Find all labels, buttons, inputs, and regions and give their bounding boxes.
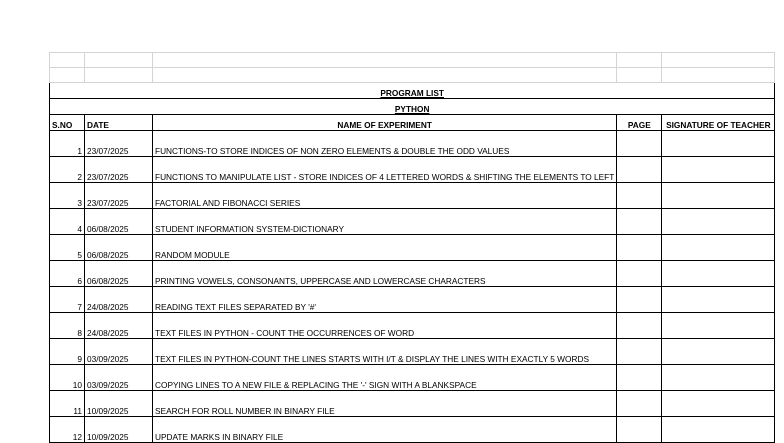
table-row	[50, 209, 775, 235]
header-signature[interactable]: SIGNATURE OF TEACHER	[662, 115, 775, 131]
date-cell[interactable]: 24/08/2025	[85, 313, 153, 339]
page-cell[interactable]	[617, 391, 662, 417]
experiment-cell[interactable]: TEXT FILES IN PYTHON-COUNT THE LINES STARTS WITH I/T & DISPLAY THE LINES WITH EXACTLY 5 WORDS	[153, 339, 617, 365]
sno-cell[interactable]: 2	[50, 157, 85, 183]
experiment-cell[interactable]: TEXT FILES IN PYTHON - COUNT THE OCCURRENCES OF WORD	[153, 313, 617, 339]
empty-grid-row	[50, 53, 775, 68]
signature-cell[interactable]	[662, 417, 775, 443]
sno-cell[interactable]: 9	[50, 339, 85, 365]
cell[interactable]	[85, 53, 153, 68]
date-cell[interactable]: 23/07/2025	[85, 131, 153, 157]
table-row	[50, 235, 775, 261]
sno-cell[interactable]: 12	[50, 417, 85, 443]
date-cell[interactable]: 03/09/2025	[85, 365, 153, 391]
sno-cell[interactable]: 1	[50, 131, 85, 157]
sno-cell[interactable]: 10	[50, 365, 85, 391]
table-row	[50, 391, 775, 417]
page-cell[interactable]	[617, 313, 662, 339]
signature-cell[interactable]	[662, 235, 775, 261]
sheet-title[interactable]: PROGRAM LIST	[50, 83, 775, 99]
cell[interactable]	[85, 68, 153, 83]
header-sno[interactable]: S.NO	[50, 115, 85, 131]
sno-cell[interactable]: 5	[50, 235, 85, 261]
signature-cell[interactable]	[662, 209, 775, 235]
cell[interactable]	[50, 68, 85, 83]
date-cell[interactable]: 23/07/2025	[85, 183, 153, 209]
signature-cell[interactable]	[662, 287, 775, 313]
page-cell[interactable]	[617, 131, 662, 157]
signature-cell[interactable]	[662, 313, 775, 339]
header-date[interactable]: DATE	[85, 115, 153, 131]
sno-cell[interactable]: 8	[50, 313, 85, 339]
page-cell[interactable]	[617, 365, 662, 391]
header-row	[50, 115, 775, 131]
sheet-subtitle[interactable]: PYTHON	[50, 99, 775, 115]
experiment-cell[interactable]: FUNCTIONS-TO STORE INDICES OF NON ZERO ELEMENTS & DOUBLE THE ODD VALUES	[153, 131, 617, 157]
experiment-cell[interactable]: SEARCH FOR ROLL NUMBER IN BINARY FILE	[153, 391, 617, 417]
header-page[interactable]: PAGE	[617, 115, 662, 131]
signature-cell[interactable]	[662, 131, 775, 157]
cell[interactable]	[617, 53, 662, 68]
date-cell[interactable]: 03/09/2025	[85, 339, 153, 365]
table-row	[50, 417, 775, 443]
table-row	[50, 313, 775, 339]
table-row	[50, 365, 775, 391]
program-list-table	[49, 52, 775, 443]
signature-cell[interactable]	[662, 365, 775, 391]
date-cell[interactable]: 24/08/2025	[85, 287, 153, 313]
page-cell[interactable]	[617, 183, 662, 209]
experiment-cell[interactable]: COPYING LINES TO A NEW FILE & REPLACING THE '-' SIGN WITH A BLANKSPACE	[153, 365, 617, 391]
cell[interactable]	[617, 68, 662, 83]
sno-cell[interactable]: 7	[50, 287, 85, 313]
page-cell[interactable]	[617, 417, 662, 443]
page-cell[interactable]	[617, 209, 662, 235]
date-cell[interactable]: 10/09/2025	[85, 417, 153, 443]
table-row	[50, 131, 775, 157]
experiment-cell[interactable]: PRINTING VOWELS, CONSONANTS, UPPERCASE AND LOWERCASE CHARACTERS	[153, 261, 617, 287]
page-cell[interactable]	[617, 261, 662, 287]
cell[interactable]	[153, 68, 617, 83]
date-cell[interactable]: 06/08/2025	[85, 209, 153, 235]
sno-cell[interactable]: 3	[50, 183, 85, 209]
table-row	[50, 183, 775, 209]
signature-cell[interactable]	[662, 157, 775, 183]
title-row	[50, 83, 775, 99]
experiment-cell[interactable]: UPDATE MARKS IN BINARY FILE	[153, 417, 617, 443]
table-row	[50, 157, 775, 183]
experiment-cell[interactable]: STUDENT INFORMATION SYSTEM-DICTIONARY	[153, 209, 617, 235]
page-cell[interactable]	[617, 235, 662, 261]
page-cell[interactable]	[617, 157, 662, 183]
page-cell[interactable]	[617, 339, 662, 365]
date-cell[interactable]: 23/07/2025	[85, 157, 153, 183]
signature-cell[interactable]	[662, 183, 775, 209]
signature-cell[interactable]	[662, 391, 775, 417]
cell[interactable]	[153, 53, 617, 68]
experiment-cell[interactable]: FUNCTIONS TO MANIPULATE LIST - STORE INDICES OF 4 LETTERED WORDS & SHIFTING THE ELEMENTS TO LEFT	[153, 157, 617, 183]
date-cell[interactable]: 06/08/2025	[85, 235, 153, 261]
signature-cell[interactable]	[662, 339, 775, 365]
signature-cell[interactable]	[662, 261, 775, 287]
date-cell[interactable]: 06/08/2025	[85, 261, 153, 287]
header-experiment[interactable]: NAME OF EXPERIMENT	[153, 115, 617, 131]
cell[interactable]	[50, 53, 85, 68]
cell[interactable]	[662, 53, 775, 68]
subtitle-row	[50, 99, 775, 115]
sno-cell[interactable]: 4	[50, 209, 85, 235]
cell[interactable]	[662, 68, 775, 83]
table-row	[50, 287, 775, 313]
experiment-cell[interactable]: RANDOM MODULE	[153, 235, 617, 261]
table-row	[50, 339, 775, 365]
experiment-cell[interactable]: READING TEXT FILES SEPARATED BY '#'	[153, 287, 617, 313]
page-cell[interactable]	[617, 287, 662, 313]
sno-cell[interactable]: 6	[50, 261, 85, 287]
empty-grid-row	[50, 68, 775, 83]
sno-cell[interactable]: 11	[50, 391, 85, 417]
experiment-cell[interactable]: FACTORIAL AND FIBONACCI SERIES	[153, 183, 617, 209]
table-row	[50, 261, 775, 287]
date-cell[interactable]: 10/09/2025	[85, 391, 153, 417]
